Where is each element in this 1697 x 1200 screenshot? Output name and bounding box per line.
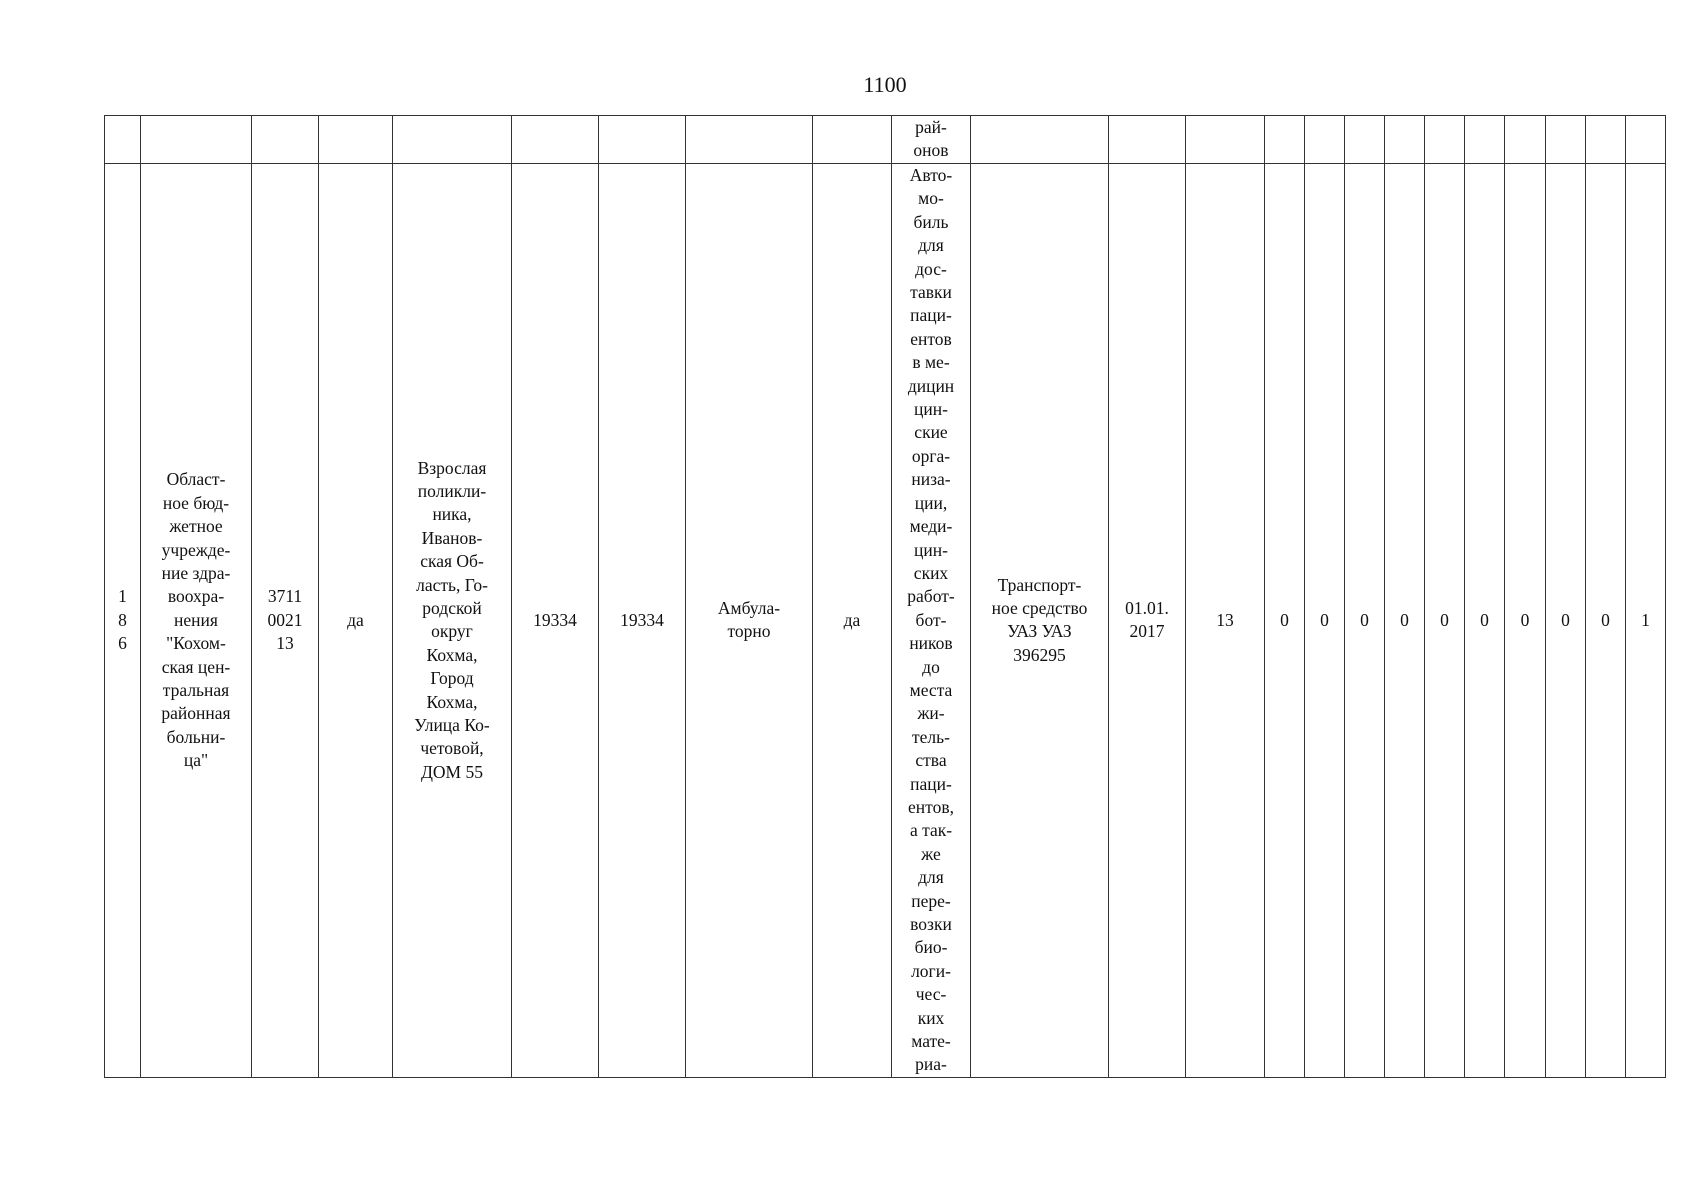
cell-empty [1626,116,1666,164]
cell-organization: Област- ное бюд- жетное учрежде- ние здра- воохра- нения "Кохом- ская цен- тральная районная больни- ца" [141,164,252,1078]
cell-empty [1546,116,1586,164]
cell-address: Взрослая поликли- ника, Иванов- ская Об- ласть, Го- родской округ Кохма, Город Кохма, Улица Ко- четовой, ДОМ 55 [393,164,512,1078]
cell-code-1: 19334 [512,164,599,1078]
cell-empty [252,116,319,164]
cell-flag-2: да [813,164,892,1078]
cell-value: 0 [1305,164,1345,1078]
cell-empty [1425,116,1465,164]
cell-empty [599,116,686,164]
cell-empty [1109,116,1186,164]
cell-empty [1505,116,1546,164]
cell-empty [1586,116,1626,164]
cell-value: 0 [1345,164,1385,1078]
cell-empty [1186,116,1265,164]
cell-vehicle: Транспорт- ное средство УАЗ УАЗ 396295 [971,164,1109,1078]
cell-count: 13 [1186,164,1265,1078]
cell-empty [1265,116,1305,164]
cell-empty [1465,116,1505,164]
cell-empty [1385,116,1425,164]
cell-value: 0 [1425,164,1465,1078]
cell-value: 0 [1465,164,1505,1078]
cell-empty [512,116,599,164]
cell-inn: 3711 0021 13 [252,164,319,1078]
cell-empty [686,116,813,164]
cell-purpose-continuation [892,116,971,164]
table-row [105,164,1666,1078]
cell-empty [319,116,393,164]
cell-empty [1305,116,1345,164]
cell-value: 0 [1546,164,1586,1078]
cell-flag-1: да [319,164,393,1078]
cell-date: 01.01. 2017 [1109,164,1186,1078]
cell-value: 0 [1505,164,1546,1078]
cell-purpose: Авто- мо- биль для дос- тавки паци- ентов в ме- дицин цин- ские орга- низа- ции, меди- цин- ских работ- бот- ников до места жи- тель- ства паци- ентов, а так- же для пере- возки био- логи- чес- ких мате- риа- [892,164,971,1078]
cell-value: 0 [1385,164,1425,1078]
cell-empty [813,116,892,164]
cell-empty [141,116,252,164]
continuation-row [105,116,1666,164]
cell-value: 1 [1626,164,1666,1078]
cell-empty [393,116,512,164]
cell-care-type: Амбула- торно [686,164,813,1078]
cell-empty [105,116,141,164]
data-table [104,115,1666,1078]
cell-code-2: 19334 [599,164,686,1078]
cell-empty [971,116,1109,164]
page-number: 1100 [863,72,907,97]
cell-value: 0 [1586,164,1626,1078]
cell-empty [1345,116,1385,164]
cell-row-number: 1 8 6 [105,164,141,1078]
purpose-continuation-text: рай- онов [913,117,949,161]
cell-value: 0 [1265,164,1305,1078]
